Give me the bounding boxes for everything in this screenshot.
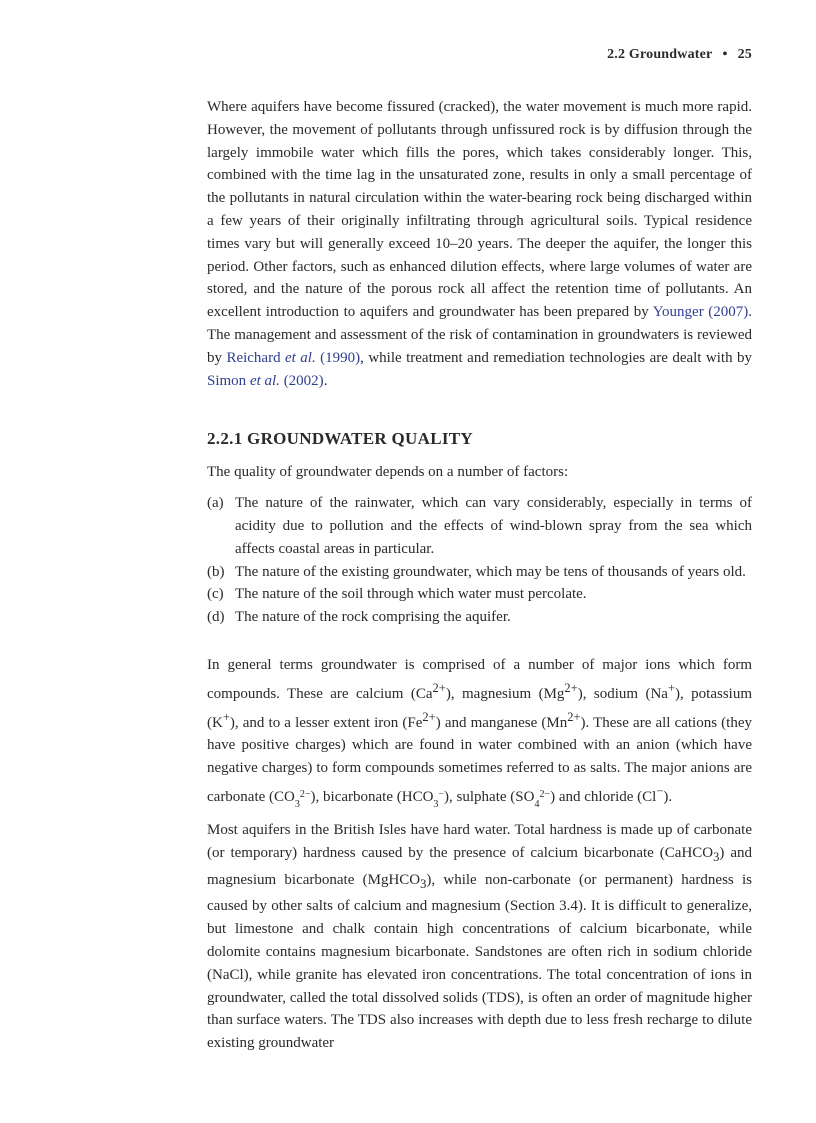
running-head <box>207 47 752 63</box>
list-item-text: The nature of the soil through which water must percolate. <box>235 586 587 603</box>
page-content <box>207 96 752 1055</box>
citation-simon-2002[interactable]: Simon et al. (2002) <box>207 372 324 389</box>
carbonate-ion-charge: $_3^{2-}$ <box>294 788 311 810</box>
list-item <box>207 606 752 629</box>
text-run: . The management and assessment of the risk of contamination in groundwaters is reviewed by <box>207 304 752 366</box>
running-head-section: 2.2 Groundwater <box>607 47 713 62</box>
bicarbonate-ion-charge: $_3$− <box>433 788 445 810</box>
list-marker: (a) <box>207 495 224 512</box>
list-item <box>207 583 752 606</box>
factors-list <box>207 492 752 629</box>
running-head-separator: • <box>722 47 728 62</box>
list-marker: (d) <box>207 609 225 626</box>
text-run: Where aquifers have become fissured (cracked), the water movement is much more rapid. However, the movement of pollutants through unfissured rock is by diffusion through the largely immobile water which fills the pores, which takes considerably longer. This, combined with the time lag in the unsaturated zone, results in only a small percentage of the pollutants in natural circulation within the water-bearing rock being discharged within a few years of their originally infiltrating through agricultural soils. Typical residence times vary but will generally exceed 10–20 years. The deeper the aquifer, the longer this period. Other factors, such as enhanced dilution effects, where large volumes of water are stored, and the nature of the porous rock all affect the retention time of pollutants. An excellent introduction to aquifers and groundwater has been prepared by <box>207 99 752 321</box>
section-intro: The quality of groundwater depends on a number of factors: <box>207 464 569 481</box>
paragraph-hardness: Most aquifers in the British Isles have hard water. Total hardness is made up of carbonate (or temporary) hardness caused by the presence of calcium bicarbonate (CaHCO$_3$) and magnesium bicarbonate (MgHCO$_3$), while non-carbonate (or permanent) hardness is caused by other salts of calcium and magnesium (Section 3.4). It is difficult to generalize, but limestone and chalk contain high concentrations of calcium bicarbonate, while dolomite contains magnesium bicarbonate. Sandstones are often rich in sodium chloride (NaCl), while granite has elevated iron concentrations. The total concentration of ions in groundwater, called the total dissolved solids (TDS), is often an order of magnitude higher than surface waters. The TDS also increases with depth due to less fresh recharge to dilute existing groundwater <box>207 821 753 1052</box>
list-item-text: The nature of the rock comprising the aquifer. <box>235 609 511 626</box>
paragraph-aquifer-movement <box>207 96 752 392</box>
text-run: , while treatment and remediation technologies are dealt with by <box>360 349 753 366</box>
list-marker: (b) <box>207 563 225 580</box>
page-number: 25 <box>737 47 752 62</box>
paragraph-major-ions: In general terms groundwater is comprised of a number of major ions which form compounds. These are calcium $(Ca^{2+})$, magnesium $(Mg^{2+})$, sodium (Na+), potassium (K+), and to a lesser extent iron $(Fe^{2+})$ and manganese $(Mn^{2+})$. These are all cations (they have positive charges) which are found in water combined with an anion (which have negative charges) to form compounds sometimes referred to as salts. The major anions are carbonate $(CO_3^{2-})$, bicarbonate $(HCO_3^-)$, sulphate $(SO_4^{2-})$ and chloride (Cl−). <box>207 656 753 810</box>
citation-younger-2007[interactable]: Younger (2007) <box>652 304 749 321</box>
list-item-text: The nature of the existing groundwater, which may be tens of thousands of years old. <box>235 563 746 580</box>
section-heading: 2.2.1 GROUNDWATER QUALITY <box>207 429 473 449</box>
sulphate-ion-charge: $_4^{2-}$ <box>534 788 551 810</box>
text-run: . <box>323 372 328 389</box>
list-item <box>207 492 752 560</box>
citation-reichard-1990[interactable]: Reichard et al. (1990) <box>226 349 361 366</box>
list-item-text: The nature of the rainwater, which can vary considerably, especially in terms of acidity due to pollution and the effects of wind-blown spray from the sea which affects coastal areas in particular. <box>235 495 752 557</box>
list-marker: (c) <box>207 586 224 603</box>
list-item <box>207 561 752 584</box>
